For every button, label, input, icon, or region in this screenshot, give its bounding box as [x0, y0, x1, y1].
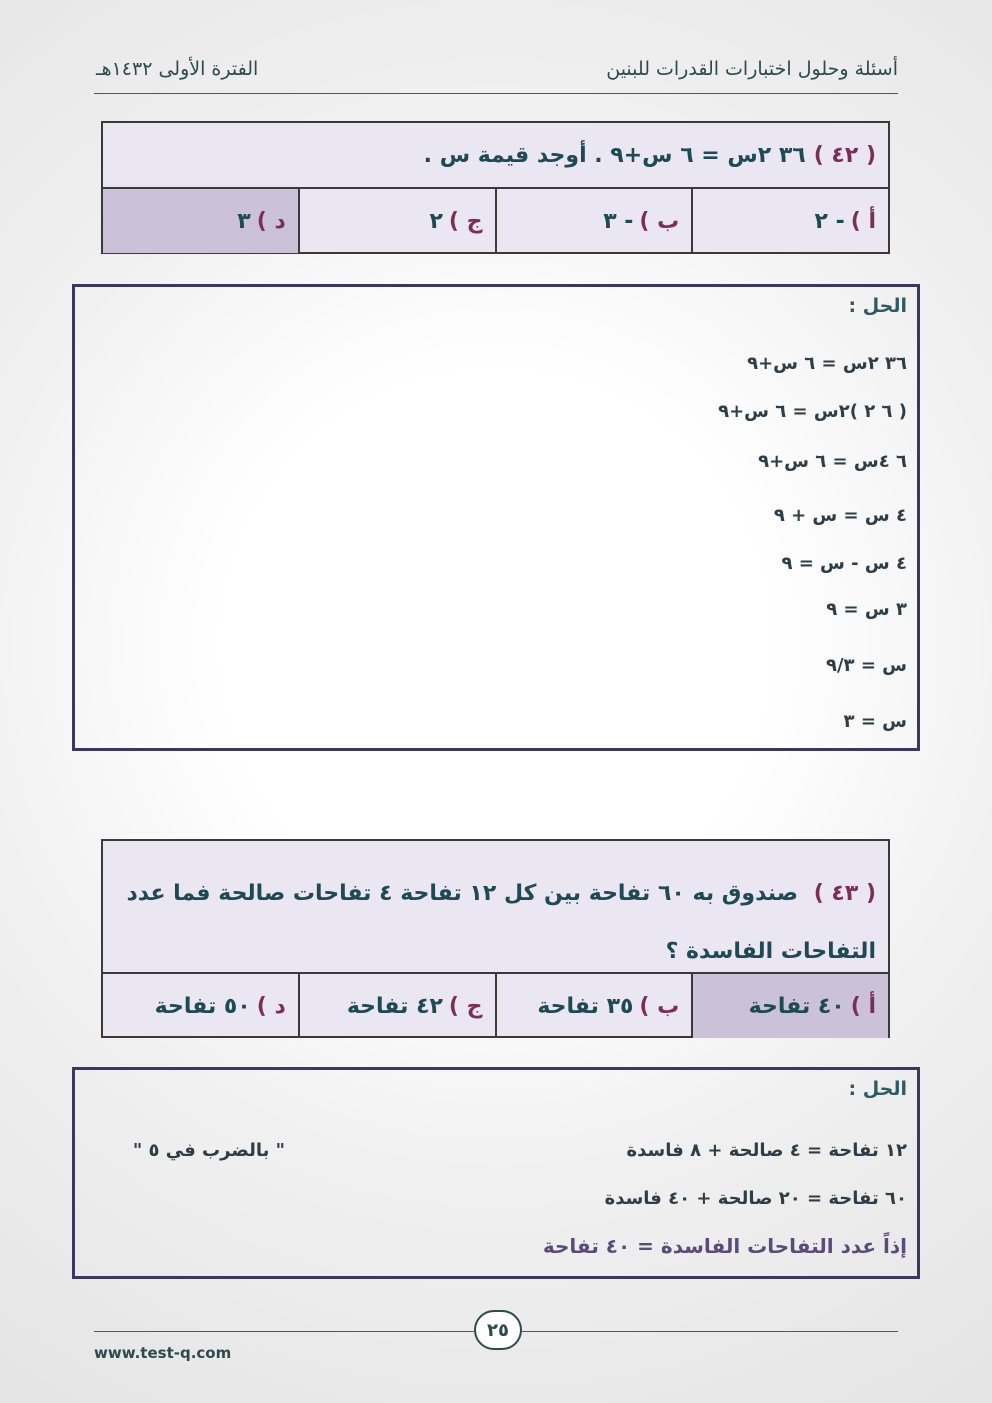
option-c[interactable]: [298, 189, 495, 253]
option-c[interactable]: [298, 974, 495, 1038]
question-42-text-row: [103, 123, 888, 189]
solution-note: " بالضرب في ٥ ": [132, 1140, 285, 1161]
question-number: ( ٤٣ ): [813, 881, 876, 906]
option-value: ٤٠ تفاحة: [748, 993, 845, 1019]
options-row: [103, 974, 888, 1038]
question-text: ٣٦ ٢س = ٦ س+٩ . أوجد قيمة س .: [423, 142, 806, 168]
question-text-line2: التفاحات الفاسدة ؟: [665, 939, 876, 964]
question-number: ( ٤٢ ): [813, 142, 876, 168]
option-label: ب ): [639, 208, 680, 234]
solution-42-box: [72, 284, 920, 751]
solution-step: ٣٦ ٢س = ٦ س+٩: [747, 353, 907, 374]
option-a[interactable]: [691, 189, 888, 253]
option-value: - ٣: [603, 208, 634, 234]
question-43-table: [101, 839, 890, 1038]
book-title: أسئلة وحلول اختبارات القدرات للبنين: [606, 58, 898, 80]
option-value: ٣: [237, 208, 251, 234]
footer-divider-right: [522, 1331, 898, 1332]
option-value: ٣٥ تفاحة: [537, 993, 634, 1019]
option-label: أ ): [850, 208, 876, 234]
solution-step: ٦ ٤س = ٦ س+٩: [758, 451, 907, 472]
option-value: - ٢: [814, 208, 845, 234]
question-43-text-row: [103, 841, 888, 974]
page-number: ٢٥: [474, 1310, 522, 1350]
option-a-correct[interactable]: [691, 974, 888, 1038]
solution-final: إذاً عدد التفاحات الفاسدة = ٤٠ تفاحة: [542, 1234, 907, 1258]
option-value: ٥٠ تفاحة: [154, 993, 251, 1019]
period-label: الفترة الأولى ١٤٣٢هـ: [96, 58, 259, 80]
option-label: د ): [256, 993, 286, 1019]
question-42-table: [101, 121, 890, 254]
solution-43-box: [72, 1067, 920, 1279]
option-label: ج ): [448, 993, 483, 1019]
solution-step: ٤ س = س + ٩: [773, 505, 907, 526]
option-b[interactable]: [495, 189, 692, 253]
solution-title: الحل :: [848, 1078, 907, 1100]
options-row: [103, 189, 888, 253]
option-value: ٤٢ تفاحة: [346, 993, 443, 1019]
option-value: ٢: [429, 208, 443, 234]
solution-step: ٣ س = ٩: [826, 599, 907, 620]
option-label: ج ): [448, 208, 483, 234]
header-divider: [94, 93, 898, 94]
website-url[interactable]: www.test-q.com: [94, 1344, 232, 1362]
option-label: ب ): [639, 993, 680, 1019]
question-text: صندوق به ٦٠ تفاحة بين كل ١٢ تفاحة ٤ تفاحات صالحة فما عدد: [126, 881, 799, 906]
solution-step: ٤ س - س = ٩: [781, 553, 907, 574]
solution-step: ١٢ تفاحة = ٤ صالحة + ٨ فاسدة: [626, 1140, 907, 1161]
question-text-line1: [115, 865, 876, 923]
solution-step: س = ٣: [843, 711, 907, 732]
option-b[interactable]: [495, 974, 692, 1038]
solution-step: ٦٠ تفاحة = ٢٠ صالحة + ٤٠ فاسدة: [604, 1188, 907, 1209]
solution-step: س = ٩/٣: [826, 655, 907, 676]
solution-step: ( ٦ ٢ )٢س = ٦ س+٩: [718, 401, 907, 422]
option-d[interactable]: [103, 974, 298, 1038]
option-label: أ ): [850, 993, 876, 1019]
footer-divider-left: [94, 1331, 474, 1332]
option-label: د ): [256, 208, 286, 234]
option-d-correct[interactable]: [103, 189, 298, 253]
solution-title: الحل :: [848, 295, 907, 317]
